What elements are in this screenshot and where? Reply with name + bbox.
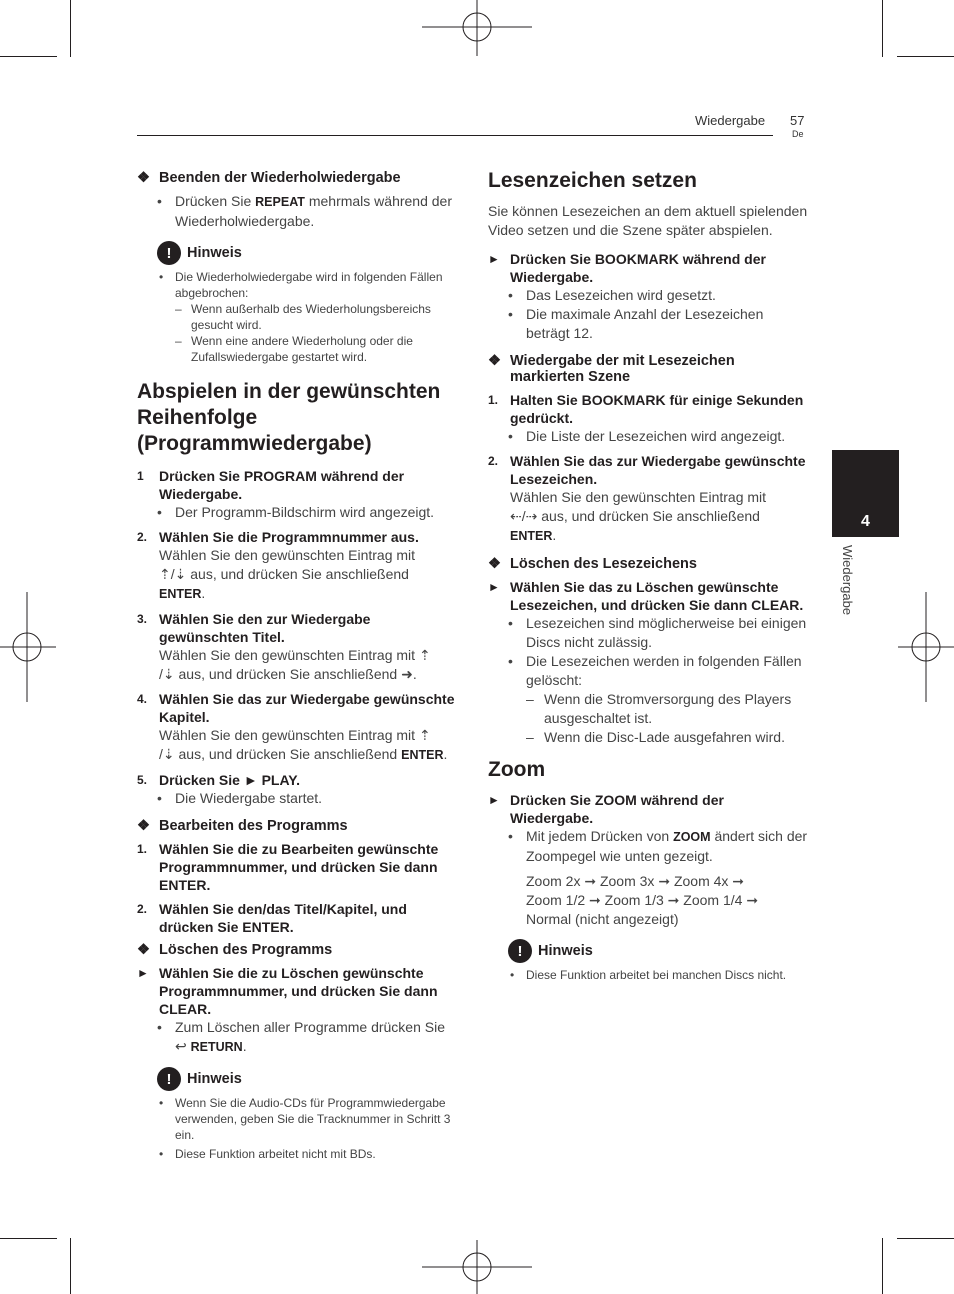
list-item: • Zum Löschen aller Programme drücken Sie ↩ RETURN. xyxy=(157,1019,446,1054)
down-arrow-icon: ⇣ xyxy=(162,666,175,682)
down-arrow-icon: ⇣ xyxy=(162,746,175,762)
up-down-arrow-icon: ⇡/⇣ xyxy=(159,566,187,582)
section-heading: Zoom xyxy=(488,758,546,781)
subsection-title: ❖ Bearbeiten des Programms xyxy=(137,818,348,834)
step: 1. Wählen Sie die zu Bearbeiten gewünschte Programmnummer, und drücken Sie dann ENTER. xyxy=(137,841,439,893)
registration-mark-bottom xyxy=(422,1240,532,1294)
crop-mark xyxy=(70,0,71,57)
step: ► Drücken Sie ZOOM während der Wiedergabe. xyxy=(488,792,724,826)
list-item: • Die Liste der Lesezeichen wird angezeigt. xyxy=(508,428,786,444)
diamond-icon: ❖ xyxy=(488,353,501,369)
triangle-icon: ► xyxy=(488,580,500,594)
triangle-icon: ► xyxy=(488,793,500,807)
subsection-title: ❖ Löschen des Lesezeichens xyxy=(488,556,697,572)
crop-mark xyxy=(897,56,954,57)
header-rule xyxy=(137,135,773,136)
left-column xyxy=(137,170,459,1162)
crop-mark xyxy=(882,0,883,57)
triangle-icon: ► xyxy=(137,966,149,980)
list-item: • Das Lesezeichen wird gesetzt. xyxy=(508,287,716,303)
list-item: • Lesezeichen sind möglicherweise bei einigen Discs nicht zulässig. xyxy=(508,615,807,650)
list-item: – Wenn die Disc-Lade ausgefahren wird. xyxy=(526,729,785,745)
note-heading: ! Hinweis xyxy=(157,241,459,265)
step: 2. Wählen Sie die Programmnummer aus. xyxy=(137,529,419,545)
note-item: • Diese Funktion arbeitet bei manchen Discs nicht. xyxy=(510,968,787,982)
up-arrow-icon: ⇡ xyxy=(418,647,431,663)
note-heading: ! Hinweis xyxy=(157,1067,459,1091)
note-item: • Die Wiederholwiedergabe wird in folgenden Fällen abgebrochen: xyxy=(159,270,443,300)
registration-mark-right xyxy=(898,592,954,702)
header-section: Wiedergabe xyxy=(695,113,766,128)
subsection-title: ❖ Wiedergabe der mit Lesezeichen markierten Szene xyxy=(488,353,735,385)
exclamation-icon: ! xyxy=(508,939,532,963)
play-icon: ► xyxy=(243,772,258,788)
chapter-tab-label: Wiedergabe xyxy=(840,545,855,616)
registration-mark-top xyxy=(422,0,532,56)
list-item: • Drücken Sie REPEAT mehrmals während der Wiederholwiedergabe. xyxy=(157,193,452,229)
exclamation-icon: ! xyxy=(157,1067,181,1091)
diamond-icon: ❖ xyxy=(488,556,501,572)
chapter-tab: 4 xyxy=(832,450,899,537)
step: 1 Drücken Sie PROGRAM während der Wiedergabe. xyxy=(137,468,405,502)
step: 2. Wählen Sie den/das Titel/Kapitel, und drücken Sie ENTER. xyxy=(137,901,407,935)
right-column xyxy=(488,168,810,983)
crop-mark xyxy=(0,1238,57,1239)
subsection-title: ❖ Löschen des Programms xyxy=(137,942,333,958)
right-arrow-icon: ➜ xyxy=(401,666,413,682)
list-item: • Die maximale Anzahl der Lesezeichen beträgt 12. xyxy=(508,306,764,341)
return-icon: ↩ xyxy=(175,1038,187,1054)
step-text: Wählen Sie den gewünschten Eintrag mit ⇡ /⇣ aus, und drücken Sie anschließend ENTER. xyxy=(159,727,448,762)
section-heading: Lesenzeichen setzen xyxy=(488,169,697,192)
left-right-arrow-icon: ⇠/⇢ xyxy=(510,508,538,524)
list-item: – Wenn die Stromversorgung des Players ausgeschaltet ist. xyxy=(526,691,792,726)
step-text: Wählen Sie den gewünschten Eintrag mit ⇠/⇢ aus, und drücken Sie anschließend ENTER. xyxy=(510,489,767,543)
language-code: De xyxy=(792,129,804,139)
step: 3. Wählen Sie den zur Wiedergabe gewünschten Titel. xyxy=(137,611,371,645)
list-item: • Der Programm-Bildschirm wird angezeigt. xyxy=(157,504,435,520)
up-arrow-icon: ⇡ xyxy=(418,727,431,743)
list-item: • Die Lesezeichen werden in folgenden Fällen gelöscht: xyxy=(508,653,802,688)
diamond-icon: ❖ xyxy=(137,942,150,958)
crop-mark xyxy=(897,1238,954,1239)
step: 4. Wählen Sie das zur Wiedergabe gewünschte Kapitel. xyxy=(137,691,455,725)
diamond-icon: ❖ xyxy=(137,818,150,834)
intro-text: Sie können Lesezeichen an dem aktuell spielenden Video setzen und die Szene später abspielen. xyxy=(488,203,808,238)
step-text: Wählen Sie den gewünschten Eintrag mit ⇡ /⇣ aus, und drücken Sie anschließend ➜. xyxy=(159,647,431,682)
step: 5. Drücken Sie ► PLAY. xyxy=(137,772,300,788)
zoom-sequence: Zoom 2x ➞ Zoom 3x ➞ Zoom 4x ➞ Zoom 1/2 ➞ Zoom 1/3 ➞ Zoom 1/4 ➞ Normal (nicht angezeigt) xyxy=(526,873,759,927)
note-item: • Wenn Sie die Audio-CDs für Programmwiedergabe verwenden, geben Sie die Tracknummer in Schritt 3 ein. xyxy=(159,1096,451,1142)
step: ► Drücken Sie BOOKMARK während der Wiedergabe. xyxy=(488,251,766,285)
note-item: – Wenn eine andere Wiederholung oder die Zufallswiedergabe gestartet wird. xyxy=(175,334,413,364)
subsection-title: ❖ Beenden der Wiederholwiedergabe xyxy=(137,170,401,186)
page-number: 57 xyxy=(790,113,805,128)
crop-mark xyxy=(882,1238,883,1294)
section-heading: Abspielen in der gewünschten Reihenfolge (Programmwiedergabe) xyxy=(137,380,441,455)
crop-mark xyxy=(70,1238,71,1294)
list-item: • Mit jedem Drücken von ZOOM ändert sich der Zoompegel wie unten gezeigt. xyxy=(508,828,808,864)
note-item: • Diese Funktion arbeitet nicht mit BDs. xyxy=(159,1147,376,1161)
list-item: • Die Wiedergabe startet. xyxy=(157,790,323,806)
step: ► Wählen Sie das zu Löschen gewünschte Lesezeichen, und drücken Sie dann CLEAR. xyxy=(488,579,804,613)
diamond-icon: ❖ xyxy=(137,170,150,186)
triangle-icon: ► xyxy=(488,252,500,266)
note-heading: ! Hinweis xyxy=(508,939,810,963)
step-text: Wählen Sie den gewünschten Eintrag mit ⇡/⇣ aus, und drücken Sie anschließend ENTER. xyxy=(159,547,416,601)
registration-mark-left xyxy=(0,592,56,702)
step: 1. Halten Sie BOOKMARK für einige Sekunden gedrückt. xyxy=(488,392,804,426)
note-item: – Wenn außerhalb des Wiederholungsbereichs gesucht wird. xyxy=(175,302,431,332)
step: ► Wählen Sie die zu Löschen gewünschte Programmnummer, und drücken Sie dann CLEAR. xyxy=(137,965,438,1017)
exclamation-icon: ! xyxy=(157,241,181,265)
step: 2. Wählen Sie das zur Wiedergabe gewünschte Lesezeichen. xyxy=(488,453,806,487)
crop-mark xyxy=(0,56,57,57)
